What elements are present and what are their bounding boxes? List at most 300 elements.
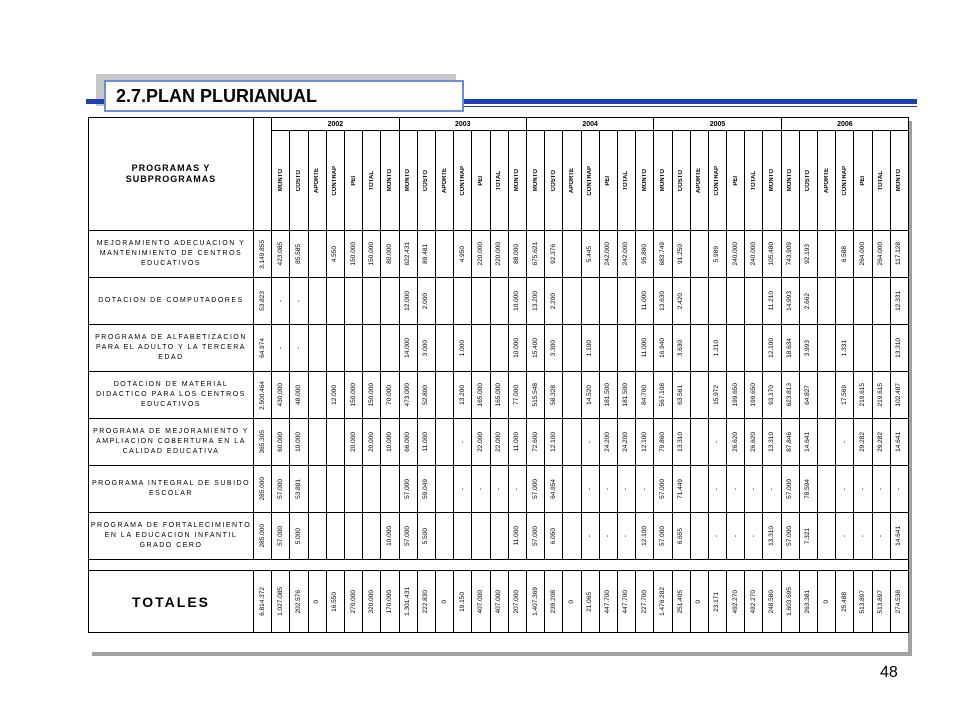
value-cell (454, 372, 472, 419)
value-cell (854, 466, 872, 513)
value-cell (799, 513, 817, 560)
value-cell (454, 278, 472, 325)
value-cell (672, 278, 690, 325)
cell-value: 20.000 (349, 432, 357, 452)
value-cell (381, 419, 399, 466)
cell-value: 150.000 (367, 383, 375, 407)
program-label: DOTACION DE COMPUTADORES (89, 278, 254, 325)
total-cell (599, 571, 617, 633)
year-header: 2004 (526, 118, 653, 131)
cell-value: 12.100 (640, 432, 648, 452)
year-header: 2003 (399, 118, 526, 131)
sub-header-cell (435, 131, 453, 231)
cell-value: 743.909 (786, 242, 794, 266)
sub-header-label: TOTAL (496, 170, 503, 191)
cell-value: 13.310 (768, 526, 776, 546)
value-cell (890, 419, 908, 466)
cell-value: 53.823 (258, 291, 266, 311)
total-cell (272, 571, 290, 633)
cell-value: 58.328 (549, 385, 557, 405)
value-cell (745, 278, 763, 325)
value-cell (636, 278, 654, 325)
value-cell (690, 419, 708, 466)
value-cell (654, 513, 672, 560)
value-cell (654, 278, 672, 325)
value-cell (745, 231, 763, 278)
value-cell (435, 513, 453, 560)
cell-value: 13.310 (895, 338, 903, 358)
cell-value: 14.641 (895, 526, 903, 546)
value-cell (708, 325, 726, 372)
cell-value: 11.000 (513, 432, 521, 452)
value-cell (290, 372, 308, 419)
total-value: 1.603.695 (786, 587, 794, 616)
cell-value: 71.449 (677, 479, 685, 499)
total-cell (399, 571, 417, 633)
value-cell (472, 466, 490, 513)
cell-value: 181.500 (604, 383, 612, 407)
value-cell (672, 231, 690, 278)
value-cell (763, 513, 781, 560)
value-cell (672, 513, 690, 560)
cell-value: 20.000 (367, 432, 375, 452)
value-cell (545, 372, 563, 419)
value-cell (381, 278, 399, 325)
value-cell (490, 513, 508, 560)
cell-value: - (276, 346, 284, 350)
value-cell (381, 513, 399, 560)
value-cell (508, 419, 526, 466)
sub-header-cell (526, 131, 544, 231)
value-cell (818, 278, 836, 325)
value-cell (599, 513, 617, 560)
value-cell (290, 278, 308, 325)
total-cell (508, 571, 526, 633)
cell-value: 117.128 (895, 242, 903, 266)
cell-value: 242.000 (622, 242, 630, 266)
value-cell (526, 419, 544, 466)
cell-value: 7.321 (804, 527, 812, 545)
sub-header-cell (454, 131, 472, 231)
value-cell (836, 513, 854, 560)
value-cell (490, 419, 508, 466)
total-value: 1.301.431 (404, 587, 412, 616)
total-value: 513.897 (877, 589, 885, 614)
cell-value: 365.305 (258, 430, 266, 454)
total-cell (581, 571, 599, 633)
sub-header-cell (344, 131, 362, 231)
value-cell (799, 466, 817, 513)
value-cell (818, 419, 836, 466)
plan-table (88, 117, 909, 633)
value-cell (563, 372, 581, 419)
sub-header-label: MONTO (787, 169, 794, 192)
cell-value: 16.940 (658, 338, 666, 358)
value-cell (363, 513, 381, 560)
value-cell (344, 278, 362, 325)
cell-value: 6.655 (677, 527, 685, 545)
total-cell (417, 571, 435, 633)
value-cell (672, 419, 690, 466)
table-row (89, 466, 909, 513)
cell-value: - (294, 346, 302, 350)
cell-value: - (840, 440, 848, 444)
cell-value: 12.100 (640, 526, 648, 546)
sub-header-label: PEI (860, 175, 867, 186)
value-cell (599, 278, 617, 325)
value-cell (872, 325, 890, 372)
cell-value: 12.000 (404, 291, 412, 311)
value-cell (254, 278, 272, 325)
sub-header-cell (399, 131, 417, 231)
cell-value: 285.000 (258, 524, 266, 548)
value-cell (490, 278, 508, 325)
cell-value: 1.000 (458, 339, 466, 357)
value-cell (563, 325, 581, 372)
cell-value: 285.000 (258, 477, 266, 501)
value-cell (308, 466, 326, 513)
value-cell (399, 278, 417, 325)
cell-value: 85.585 (294, 244, 302, 264)
sub-header-cell (326, 131, 344, 231)
cell-value: 72.600 (531, 432, 539, 452)
sub-header-cell (745, 131, 763, 231)
sub-header-cell (872, 131, 890, 231)
totals-label: TOTALES (89, 571, 254, 633)
sub-header-label: COSTO (550, 169, 557, 192)
title-rule-left (86, 99, 104, 104)
value-cell (363, 466, 381, 513)
value-cell (890, 513, 908, 560)
sub-header-cell (617, 131, 635, 231)
value-cell (745, 325, 763, 372)
cell-value: 14.641 (804, 432, 812, 452)
value-cell (872, 372, 890, 419)
value-cell (363, 419, 381, 466)
value-cell (781, 419, 799, 466)
cell-value: - (713, 534, 721, 538)
value-cell (472, 278, 490, 325)
cell-value: 622.431 (404, 242, 412, 266)
cell-value: 89.481 (422, 244, 430, 264)
value-cell (363, 372, 381, 419)
total-cell (745, 571, 763, 633)
value-cell (690, 278, 708, 325)
sub-header-label: APORTE (314, 167, 321, 193)
cell-value: - (276, 299, 284, 303)
cell-value: 57.000 (786, 526, 794, 546)
value-cell (708, 419, 726, 466)
header-programs: PROGRAMAS Y SUBPROGRAMAS (89, 118, 254, 231)
cell-value: 165.000 (495, 383, 503, 407)
cell-value: 14.993 (786, 291, 794, 311)
cell-value: 165.000 (476, 383, 484, 407)
cell-value: - (731, 534, 739, 538)
total-cell (254, 571, 272, 633)
total-cell (563, 571, 581, 633)
sub-header-cell (690, 131, 708, 231)
total-cell (363, 571, 381, 633)
value-cell (417, 466, 435, 513)
value-cell (526, 231, 544, 278)
title-box (104, 80, 464, 112)
total-cell (854, 571, 872, 633)
value-cell (454, 325, 472, 372)
total-cell (344, 571, 362, 633)
total-value: 407.000 (495, 589, 503, 614)
cell-value: 3.300 (549, 339, 557, 357)
table-spacer (89, 560, 909, 571)
cell-value: - (495, 487, 503, 491)
cell-value: 57.000 (404, 526, 412, 546)
cell-value: - (622, 534, 630, 538)
value-cell (272, 466, 290, 513)
cell-value: - (458, 440, 466, 444)
value-cell (563, 231, 581, 278)
total-value: 1.407.369 (531, 587, 539, 616)
cell-value: - (877, 534, 885, 538)
value-cell (581, 325, 599, 372)
value-cell (781, 513, 799, 560)
value-cell (836, 419, 854, 466)
total-value: 320.000 (367, 589, 375, 614)
cell-value: 57.000 (276, 479, 284, 499)
sub-header-label: APORTE (441, 167, 448, 193)
sub-header-cell (708, 131, 726, 231)
value-cell (254, 325, 272, 372)
sub-header-label: CONTRAP (332, 165, 339, 196)
value-cell (745, 513, 763, 560)
cell-value: 264.000 (859, 242, 867, 266)
value-cell (490, 372, 508, 419)
value-cell (599, 325, 617, 372)
cell-value: 87.846 (786, 432, 794, 452)
sub-header-cell (545, 131, 563, 231)
value-cell (490, 325, 508, 372)
cell-value: 2.200 (549, 292, 557, 310)
value-cell (854, 325, 872, 372)
sub-header-label: MONTO (405, 169, 412, 192)
value-cell (435, 466, 453, 513)
sub-header-label: MONTO (386, 169, 393, 192)
value-cell (654, 419, 672, 466)
value-cell (836, 466, 854, 513)
value-cell (435, 278, 453, 325)
total-value: 6.814.372 (258, 587, 266, 616)
value-cell (890, 231, 908, 278)
value-cell (672, 372, 690, 419)
cell-value: 12.100 (768, 338, 776, 358)
total-value: 19.150 (458, 591, 466, 612)
value-cell (599, 466, 617, 513)
cell-value: 14.000 (404, 338, 412, 358)
value-cell (417, 278, 435, 325)
value-cell (545, 231, 563, 278)
total-value: 274.538 (895, 589, 903, 614)
value-cell (308, 513, 326, 560)
program-label: PROGRAMA DE MEJORAMIENTO Y AMPLIACION COBERTURA EN LA CALIDAD EDUCATIVA (89, 419, 254, 466)
cell-value: 423.085 (276, 242, 284, 266)
cell-value: 12.331 (895, 291, 903, 311)
cell-value: 26.620 (731, 432, 739, 452)
value-cell (326, 372, 344, 419)
value-cell (399, 419, 417, 466)
cell-value: 26.620 (749, 432, 757, 452)
cell-value: 18.634 (786, 338, 794, 358)
cell-value: 2.000 (422, 292, 430, 310)
cell-value: 5.445 (586, 245, 594, 263)
sub-header-label: MONTO (277, 169, 284, 192)
sub-header-label: CONTRAP (587, 165, 594, 196)
sub-header-label: COSTO (678, 169, 685, 192)
cell-value: 3.149.855 (258, 239, 266, 269)
sub-header-cell (763, 131, 781, 231)
value-cell (799, 278, 817, 325)
value-cell (472, 231, 490, 278)
cell-value: - (713, 487, 721, 491)
cell-value: 2.420 (677, 292, 685, 310)
total-value: 0 (822, 599, 830, 604)
value-cell (763, 231, 781, 278)
total-value: 407.000 (476, 589, 484, 614)
total-cell (781, 571, 799, 633)
cell-value: 93.170 (768, 385, 776, 405)
value-cell (763, 466, 781, 513)
value-cell (272, 231, 290, 278)
value-cell (763, 372, 781, 419)
cell-value: 6.050 (549, 527, 557, 545)
page-title: 2.7.PLAN PLURIANUAL (116, 86, 318, 106)
cell-value: 11.000 (640, 338, 648, 358)
total-value: 25.488 (840, 591, 848, 612)
value-cell (308, 325, 326, 372)
value-cell (526, 278, 544, 325)
cell-value: - (586, 534, 594, 538)
value-cell (690, 325, 708, 372)
value-cell (690, 231, 708, 278)
sub-header-label: PEI (350, 175, 357, 186)
value-cell (745, 419, 763, 466)
value-cell (272, 372, 290, 419)
program-label: PROGRAMA INTEGRAL DE SUBIDO ESCOLAR (89, 466, 254, 513)
cell-value: 264.000 (877, 242, 885, 266)
sub-header-label: COSTO (805, 169, 812, 192)
value-cell (399, 466, 417, 513)
total-value: 23.171 (713, 591, 721, 612)
total-cell (872, 571, 890, 633)
cell-value: 11.000 (640, 291, 648, 311)
cell-value: 4.550 (331, 245, 339, 263)
sub-header-cell (308, 131, 326, 231)
cell-value: - (749, 487, 757, 491)
value-cell (727, 466, 745, 513)
cell-value: 219.615 (859, 383, 867, 407)
sub-header-cell (417, 131, 435, 231)
cell-value: 92.376 (549, 244, 557, 264)
cell-value: 17.569 (840, 385, 848, 405)
value-cell (727, 513, 745, 560)
value-cell (272, 325, 290, 372)
sub-header-label: COSTO (295, 169, 302, 192)
sub-header-cell (818, 131, 836, 231)
value-cell (763, 325, 781, 372)
value-cell (508, 372, 526, 419)
sub-header-label: APORTE (696, 167, 703, 193)
sub-header-cell (599, 131, 617, 231)
sub-header-cell (381, 131, 399, 231)
cell-value: 12.000 (331, 385, 339, 405)
cell-value: 240.000 (749, 242, 757, 266)
total-cell (617, 571, 635, 633)
value-cell (599, 231, 617, 278)
cell-value: 199.650 (749, 383, 757, 407)
value-cell (563, 466, 581, 513)
value-cell (581, 419, 599, 466)
value-cell (654, 372, 672, 419)
cell-value: - (622, 487, 630, 491)
cell-value: 22.000 (495, 432, 503, 452)
cell-value: 14.641 (895, 432, 903, 452)
cell-value: 13.630 (658, 291, 666, 311)
cell-value: 567.108 (658, 383, 666, 407)
value-cell (708, 372, 726, 419)
value-cell (727, 419, 745, 466)
value-cell (308, 278, 326, 325)
title-rule-thin (464, 106, 917, 107)
cell-value: 53.881 (294, 479, 302, 499)
value-cell (672, 466, 690, 513)
value-cell (454, 466, 472, 513)
value-cell (254, 513, 272, 560)
value-cell (254, 419, 272, 466)
total-cell (690, 571, 708, 633)
sub-header-label: APORTE (823, 167, 830, 193)
value-cell (272, 419, 290, 466)
sub-header-cell (672, 131, 690, 231)
value-cell (854, 231, 872, 278)
cell-value: 92.193 (804, 244, 812, 264)
value-cell (344, 513, 362, 560)
value-cell (617, 278, 635, 325)
value-cell (636, 325, 654, 372)
value-cell (636, 466, 654, 513)
value-cell (890, 278, 908, 325)
total-cell (799, 571, 817, 633)
total-value: 170.000 (385, 589, 393, 614)
total-value: 207.000 (513, 589, 521, 614)
value-cell (381, 466, 399, 513)
value-cell (526, 513, 544, 560)
plan-table-frame (88, 117, 908, 652)
cell-value: 15.400 (531, 338, 539, 358)
sub-header-cell (363, 131, 381, 231)
total-value: 227.700 (640, 589, 648, 614)
value-cell (399, 231, 417, 278)
value-cell (872, 513, 890, 560)
cell-value: 2.500.464 (258, 380, 266, 410)
value-cell (617, 466, 635, 513)
cell-value: 242.000 (604, 242, 612, 266)
value-cell (708, 278, 726, 325)
cell-value: 14.520 (586, 385, 594, 405)
year-header: 2002 (272, 118, 399, 131)
sub-header-cell (727, 131, 745, 231)
value-cell (799, 419, 817, 466)
cell-value: 181.500 (622, 383, 630, 407)
cell-value: 219.615 (877, 383, 885, 407)
table-row (89, 325, 909, 372)
value-cell (872, 466, 890, 513)
